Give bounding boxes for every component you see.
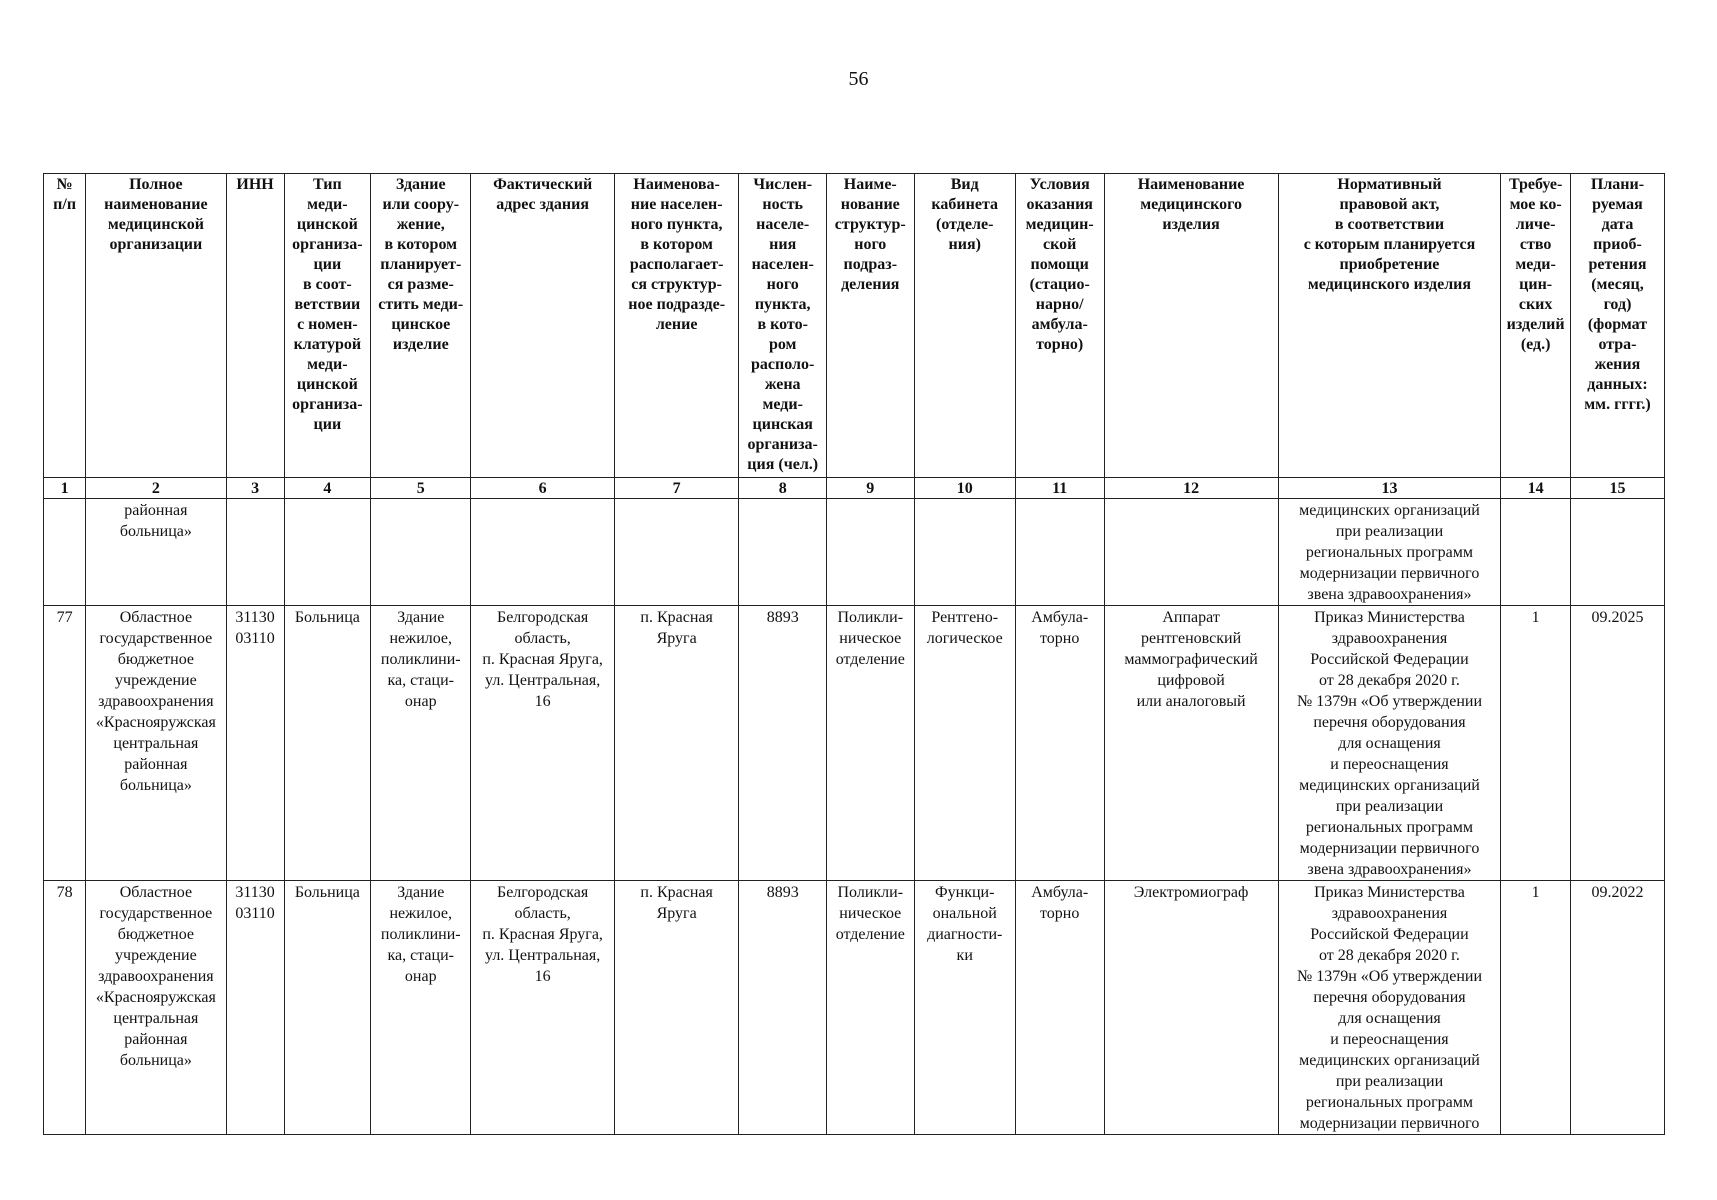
table-row <box>44 606 1665 881</box>
building-cell: Здание нежилое, поликлини- ка, стаци- онар <box>371 606 471 881</box>
legal-act-cell: Приказ Министерства здравоохранения Российской Федерации от 28 декабря 2020 г. № 1379н «Об утверждении перечня оборудования для оснащения и переоснащения медицинских организаций при реализации региональных программ модернизации первичного звена здравоохранения» <box>1278 606 1501 881</box>
header-cell: Нормативный правовой акт, в соответствии с которым планируется приобретение медицинского изделия <box>1278 174 1501 478</box>
organization-type-cell: Больница <box>284 881 371 1135</box>
column-number: 11 <box>1015 478 1104 499</box>
header-cell: Наименова- ние населен- ного пункта, в котором располагает- ся структур- ное подразде- ление <box>614 174 739 478</box>
inn-cell <box>226 499 284 606</box>
column-number: 10 <box>914 478 1015 499</box>
header-cell: Фактический адрес здания <box>471 174 615 478</box>
header-cell: Числен- ность населе- ния населен- ного пункта, в кото- ром располо- жена меди- цинская организа- ция (чел.) <box>739 174 827 478</box>
column-number: 4 <box>284 478 371 499</box>
header-cell: ИНН <box>226 174 284 478</box>
row-number-cell: 78 <box>44 881 86 1135</box>
subdivision-cell <box>826 499 914 606</box>
address-cell <box>471 499 615 606</box>
inn-cell: 31130 03110 <box>226 606 284 881</box>
population-cell: 8893 <box>739 881 827 1135</box>
settlement-cell: п. Красная Яруга <box>614 881 739 1135</box>
quantity-cell: 1 <box>1501 606 1571 881</box>
column-number: 13 <box>1278 478 1501 499</box>
column-number: 5 <box>371 478 471 499</box>
header-cell: Тип меди- цинской организа- ции в соот- ветствии с номен- клатурой меди- цинской организа- ции <box>284 174 371 478</box>
column-number: 9 <box>826 478 914 499</box>
header-row <box>44 174 1665 478</box>
cabinet-type-cell <box>914 499 1015 606</box>
quantity-cell: 1 <box>1501 881 1571 1135</box>
column-number: 14 <box>1501 478 1571 499</box>
address-cell: Белгородская область, п. Красная Яруга, ул. Центральная, 16 <box>471 881 615 1135</box>
inn-cell: 31130 03110 <box>226 881 284 1135</box>
row-number-cell: 77 <box>44 606 86 881</box>
column-number: 2 <box>86 478 226 499</box>
column-number: 7 <box>614 478 739 499</box>
page-number: 56 <box>848 68 869 90</box>
legal-act-cell: Приказ Министерства здравоохранения Российской Федерации от 28 декабря 2020 г. № 1379н «Об утверждении перечня оборудования для оснащения и переоснащения медицинских организаций при реализации региональных программ модернизации первичного <box>1278 881 1501 1135</box>
quantity-cell <box>1501 499 1571 606</box>
building-cell: Здание нежилое, поликлини- ка, стаци- онар <box>371 881 471 1135</box>
address-cell: Белгородская область, п. Красная Яруга, ул. Центральная, 16 <box>471 606 615 881</box>
purchase-date-cell: 09.2022 <box>1570 881 1664 1135</box>
column-number: 12 <box>1104 478 1278 499</box>
organization-type-cell: Больница <box>284 606 371 881</box>
header-cell: Требуе- мое ко- личе- ство меди- цин- ских изделий (ед.) <box>1501 174 1571 478</box>
population-cell: 8893 <box>739 606 827 881</box>
cabinet-type-cell: Рентгено- логическое <box>914 606 1015 881</box>
organization-name-cell: районная больница» <box>86 499 226 606</box>
header-cell: Наиме- нование структур- ного подраз- деления <box>826 174 914 478</box>
header-cell: Вид кабинета (отделе- ния) <box>914 174 1015 478</box>
header-cell: Условия оказания медицин- ской помощи (стацио- нарно/ амбула- торно) <box>1015 174 1104 478</box>
organization-name-cell: Областное государственное бюджетное учреждение здравоохранения «Краснояружская центральная районная больница» <box>86 606 226 881</box>
column-number: 1 <box>44 478 86 499</box>
row-number-cell <box>44 499 86 606</box>
column-number: 15 <box>1570 478 1664 499</box>
settlement-cell: п. Красная Яруга <box>614 606 739 881</box>
subdivision-cell: Поликли- ническое отделение <box>826 606 914 881</box>
purchase-date-cell: 09.2025 <box>1570 606 1664 881</box>
device-name-cell: Аппарат рентгеновский маммографический цифровой или аналоговый <box>1104 606 1278 881</box>
column-number-row <box>44 478 1665 499</box>
table-row-continuation <box>44 499 1665 606</box>
header-cell: Наименование медицинского изделия <box>1104 174 1278 478</box>
organization-type-cell <box>284 499 371 606</box>
care-conditions-cell: Амбула- торно <box>1015 606 1104 881</box>
building-cell <box>371 499 471 606</box>
cabinet-type-cell: Функци- ональной диагности- ки <box>914 881 1015 1135</box>
device-name-cell <box>1104 499 1278 606</box>
device-name-cell: Электромиограф <box>1104 881 1278 1135</box>
table-row <box>44 881 1665 1135</box>
header-cell: Полное наименование медицинской организации <box>86 174 226 478</box>
header-cell: Здание или соору- жение, в котором планирует- ся разме- стить меди- цинское изделие <box>371 174 471 478</box>
equipment-table <box>43 173 1665 1135</box>
legal-act-cell: медицинских организаций при реализации региональных программ модернизации первичного звена здравоохранения» <box>1278 499 1501 606</box>
care-conditions-cell <box>1015 499 1104 606</box>
column-number: 3 <box>226 478 284 499</box>
purchase-date-cell <box>1570 499 1664 606</box>
care-conditions-cell: Амбула- торно <box>1015 881 1104 1135</box>
settlement-cell <box>614 499 739 606</box>
organization-name-cell: Областное государственное бюджетное учреждение здравоохранения «Краснояружская центральная районная больница» <box>86 881 226 1135</box>
header-cell: Плани- руемая дата приоб- ретения (месяц, год) (формат отра- жения данных: мм. гггг.) <box>1570 174 1664 478</box>
column-number: 6 <box>471 478 615 499</box>
header-cell: № п/п <box>44 174 86 478</box>
population-cell <box>739 499 827 606</box>
column-number: 8 <box>739 478 827 499</box>
subdivision-cell: Поликли- ническое отделение <box>826 881 914 1135</box>
